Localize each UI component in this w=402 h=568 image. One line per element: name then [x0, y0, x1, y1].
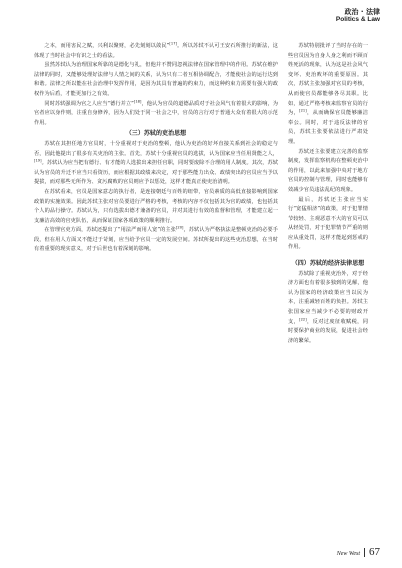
paragraph: 苏轼还主张要建立完善的监察制度，发挥监察机构在整顿吏治中的作用，以此来加强中央对于地方官员的控制与管理，同时也能够有效减少官员违法乱纪的现象。 — [288, 148, 368, 193]
footnote-ref[interactable]: [17] — [169, 41, 177, 46]
page-footer — [337, 546, 380, 558]
section-heading: （三）苏轼的吏治思想 — [125, 130, 187, 138]
paragraph: 在管理官吏方面，苏轼还提出了“用法严而用人宽”的主张[20]，苏轼认为严格执法是整顿吏治的必要手段，但在用人方面又不能过于苛刻，应当给予官员一定的发展空间。苏轼所提出的这些吏治思想，在当时有着重要的现实意义，对于后世也有着深刻的影响。 — [34, 225, 278, 253]
footnote-ref[interactable]: [22] — [299, 316, 307, 321]
footnote-ref[interactable]: [19] — [34, 158, 42, 163]
paragraph: 同时苏轼强调为官之人应当“德行并立”[18]，他认为官员的道德品质对于社会风气有着很大的影响，为官者应以身作则，注重自身修养，因为人们处于同一社会之中，官员的言行对于普通大众有着很大的示范作用。 — [34, 98, 278, 126]
footnote-ref[interactable]: [21] — [299, 108, 307, 113]
paragraph: 苏轼在其担任地方官员时，十分重视对于吏治的整顿，他认为吏治的好坏直接关系到社会的稳定与否，因此他提出了很多有关吏治的主张。首先，苏轼十分重视官员的选拔，认为国家应当任用贤能之人，[19]。苏轼认为应当把有德行、有才能的人选拔出来担任官职，同时要废除不合理的用人制度。其次，苏轼认为官员的升迁不应当只看资历，而应根据其政绩来决定，对于那些能力出众、政绩突出的官员应当予以提拔，而对那些无所作为、贪污腐败的官员则应予以惩处，这样才能真正使吏治清明。 — [34, 140, 278, 186]
footnote-ref[interactable]: [18] — [133, 98, 142, 103]
section-heading: （四）苏轼的经济法律思想 — [291, 260, 365, 268]
footer-divider — [364, 548, 365, 557]
journal-name: New West — [336, 551, 360, 557]
section-title-cn: 政治 · 法律 — [344, 8, 380, 16]
paragraph: 之本，而用害民之赋，兴利以聚财，必先刻刻以敛民”[17]。所以苏轼不认可王安石所推行的新法，这体现了当时社会中有识之士的看法。 — [34, 41, 278, 59]
running-header — [336, 8, 380, 24]
paragraph: 在苏轼看来，官员是国家意志的执行者，是连接朝廷与百姓的纽带，官员素质的高低直接影响到国家政策的实施效果。因此苏轼主张对官员要进行严格的考核，考核的内容不仅包括其为官的政绩，也包括其个人的品行操守。苏轼认为，只有选拔出德才兼备的官员，并对其进行有效的监督和管理，才能建立起一支廉洁高效的官吏队伍，从而保证国家各项政策的顺利推行。 — [34, 188, 278, 224]
paragraph: 最后，苏轼还主张应当实行“宽猛相济”的政策，对于犯罪情节较轻、主观恶意不大的官员可以从轻处罚，对于犯罪情节严重的则应从重处罚，这样才能起到惩戒的作用。 — [288, 196, 368, 251]
paragraph: 虽然苏轼认为治理国家所靠的是德化与礼，但他并不赞同忽视法律在国家管理中的作用。苏轼在维护法律的同时，又能够处理好法律与人情之间的关系，认为只有二者互相协调配合，才能使社会的运行达到和谐。法律之所以能在社会治理中发挥作用，是因为其具有普遍的约束力，而这种约束力需要有强大的政权作为后盾，才能更加行之有效。 — [34, 62, 278, 97]
page-number: 67 — [369, 546, 380, 558]
paragraph: 苏轼特别批评了当时存在的一些官员因为自身人身之利而不顾百姓死活的现象，认为这是社会风气变坏、吏治败坏的重要原因。其次，苏轼主张加强对官员的考核，从而使官员都能够各尽其职。比如，通过严格考核来监察官员的行为，[21]，从而确保官员能够廉洁奉公。同时，对于违反法律的官员，苏轼主张要依法进行严肃处理。 — [288, 43, 368, 145]
section-title-en: Politics & Law — [335, 16, 380, 24]
left-column — [34, 42, 278, 255]
right-column — [288, 42, 368, 346]
footnote-ref[interactable]: [20] — [175, 225, 184, 230]
paragraph: 苏轼除了重视吏治外，对于经济方面也有着很多独到的见解，他认为国家的经济政策应当以民为本，注重减轻百姓的负担。苏轼主张国家应当减少不必要的财政开支，[22]，反对过度征收赋税，同时要保护商业的发展，促进社会经济的繁荣。 — [288, 270, 368, 344]
